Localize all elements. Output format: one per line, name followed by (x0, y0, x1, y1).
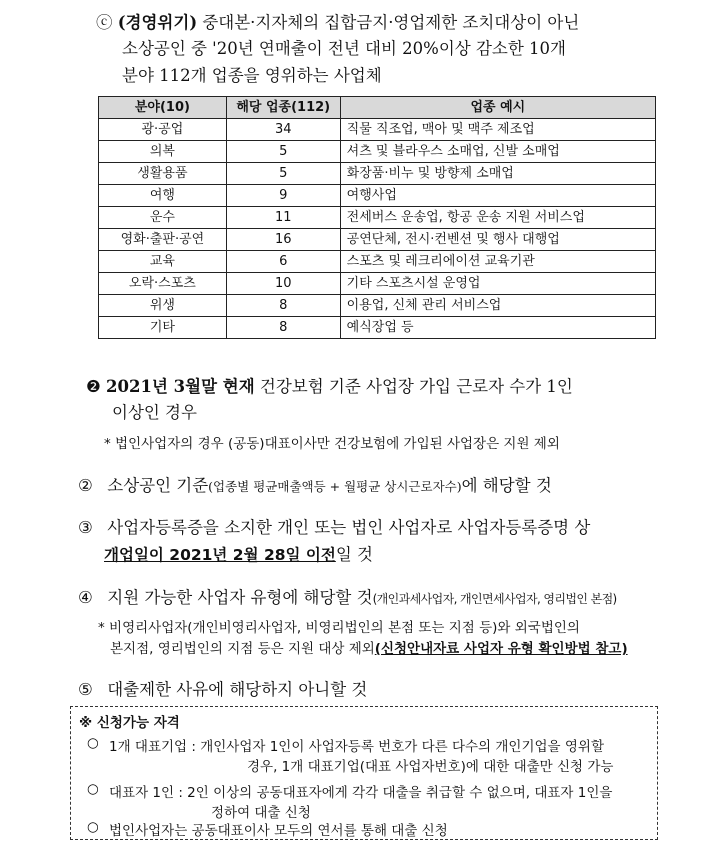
condition-3-line2 (104, 541, 373, 565)
table-cell: 광·공업 (99, 119, 227, 141)
table-cell: 셔츠 및 블라우스 소매업, 신발 소매업 (340, 141, 655, 163)
table-cell: 6 (226, 251, 340, 273)
eligibility-item-1-line1: 1개 대표기업 : 개인사업자 1인이 사업자등록 번호가 다른 다수의 개인기업을 영위할 (109, 739, 604, 755)
condition-4-text: 지원 가능한 사업자 유형에 해당할 것 (107, 588, 373, 607)
eligibility-item-3-line1: 법인사업자는 공동대표이사 모두의 연서를 통해 대출 신청 (109, 823, 448, 839)
table-cell: 위생 (99, 295, 227, 317)
table-row (99, 119, 656, 141)
table-cell: 생활용품 (99, 163, 227, 185)
table-cell: 의복 (99, 141, 227, 163)
table-header-row (99, 97, 656, 119)
table-row (99, 273, 656, 295)
condition-4-note2 (110, 637, 628, 657)
condition-4-note2-bold: (신청안내자료 사업자 유형 확인방법 참고) (374, 641, 628, 657)
table-cell: 여행사업 (340, 185, 655, 207)
item-2-line1 (86, 374, 573, 399)
table-row (99, 163, 656, 185)
condition-5 (78, 676, 367, 700)
condition-4-paren: (개인과세사업자, 개인면세사업자, 영리법인 본점) (372, 592, 617, 606)
eligibility-box (70, 706, 658, 840)
table-row (99, 295, 656, 317)
item-2-line2: 이상인 경우 (112, 403, 197, 422)
item-c-line2: 소상공인 중 '20년 연매출이 전년 대비 20%이상 감소한 10개 (122, 39, 566, 58)
table-cell: 5 (226, 141, 340, 163)
table-row (99, 207, 656, 229)
eligibility-title: ※ 신청가능 자격 (79, 715, 180, 731)
table-cell: 운수 (99, 207, 227, 229)
eligibility-item-2-line1: 대표자 1인 : 2인 이상의 공동대표자에게 각각 대출을 취급할 수 없으며, 대표자 1인을 (109, 785, 613, 801)
table-cell: 10 (226, 273, 340, 295)
table-cell: 11 (226, 207, 340, 229)
table-cell: 16 (226, 229, 340, 251)
table-header-field: 분야(10) (99, 97, 227, 119)
condition-2-number: ② (78, 476, 93, 495)
item-c-line3: 분야 112개 업종을 영위하는 사업체 (122, 66, 382, 85)
table-cell: 기타 스포츠시설 운영업 (340, 273, 655, 295)
table-cell: 8 (226, 295, 340, 317)
table-cell: 9 (226, 185, 340, 207)
condition-3-bold: 개업일이 2021년 2월 28일 이전 (104, 546, 336, 564)
item-c-text1: 중대본·지자체의 집합금지·영업제한 조치대상이 아닌 (197, 13, 580, 32)
condition-3 (78, 514, 590, 538)
table-cell: 여행 (99, 185, 227, 207)
condition-2-text: 소상공인 기준 (107, 476, 209, 495)
table-row (99, 185, 656, 207)
item-2-note: * 법인사업자의 경우 (공동)대표이사만 건강보험에 가입된 사업장은 지원 제외 (104, 436, 560, 452)
table-cell: 8 (226, 317, 340, 339)
item-2-marker: ❷ (86, 377, 101, 396)
table-header-count: 해당 업종(112) (226, 97, 340, 119)
table-row (99, 317, 656, 339)
condition-5-number: ⑤ (78, 680, 93, 699)
table-row (99, 251, 656, 273)
condition-2-paren: (업종별 평균매출액등 + 월평균 상시근로자수) (208, 479, 462, 494)
table-row (99, 229, 656, 251)
condition-4 (78, 584, 617, 608)
eligibility-bullet: ○ (87, 781, 99, 797)
table-cell: 영화·출판·공연 (99, 229, 227, 251)
condition-3-post: 일 것 (335, 545, 373, 564)
condition-3-number: ③ (78, 518, 93, 537)
table-cell: 화장품·비누 및 방향제 소매업 (340, 163, 655, 185)
item-2-bold: 2021년 3월말 현재 (106, 377, 255, 396)
item-c-bold: (경영위기) (117, 13, 198, 32)
table-cell: 이용업, 신체 관리 서비스업 (340, 295, 655, 317)
eligibility-item-1-line2: 경우, 1개 대표기업(대표 사업자번호)에 대한 대출만 신청 가능 (247, 759, 614, 775)
table-cell: 공연단체, 전시·컨벤션 및 행사 대행업 (340, 229, 655, 251)
table-cell: 스포츠 및 레크리에이션 교육기관 (340, 251, 655, 273)
item-c-line1 (96, 10, 579, 35)
table-cell: 전세버스 운송업, 항공 운송 지원 서비스업 (340, 207, 655, 229)
condition-3-line1: 사업자등록증을 소지한 개인 또는 법인 사업자로 사업자등록증명 상 (107, 518, 591, 537)
table-cell: 교육 (99, 251, 227, 273)
condition-4-number: ④ (78, 588, 93, 607)
item-2-text1: 건강보험 기준 사업장 가입 근로자 수가 1인 (254, 377, 573, 396)
eligibility-item-2-line2: 정하여 대출 신청 (211, 805, 311, 821)
table-cell: 예식장업 등 (340, 317, 655, 339)
table-header-example: 업종 예시 (340, 97, 655, 119)
condition-5-text: 대출제한 사유에 해당하지 아니할 것 (107, 680, 368, 699)
industry-table (98, 96, 656, 339)
table-cell: 34 (226, 119, 340, 141)
table-row (99, 141, 656, 163)
table-cell: 기타 (99, 317, 227, 339)
condition-2-post: 에 해당할 것 (461, 476, 552, 495)
condition-4-note2-text: 본지점, 영리법인의 지점 등은 지원 대상 제외 (110, 641, 375, 657)
condition-2 (78, 472, 552, 496)
eligibility-bullet: ○ (87, 819, 99, 835)
item-c-marker: ⓒ (96, 13, 113, 32)
table-cell: 직물 직조업, 맥아 및 맥주 제조업 (340, 119, 655, 141)
eligibility-bullet: ○ (87, 735, 99, 751)
condition-4-note1: * 비영리사업자(개인비영리사업자, 비영리법인의 본점 또는 지점 등)와 외국법인의 (98, 620, 580, 636)
table-cell: 오락·스포츠 (99, 273, 227, 295)
table-cell: 5 (226, 163, 340, 185)
